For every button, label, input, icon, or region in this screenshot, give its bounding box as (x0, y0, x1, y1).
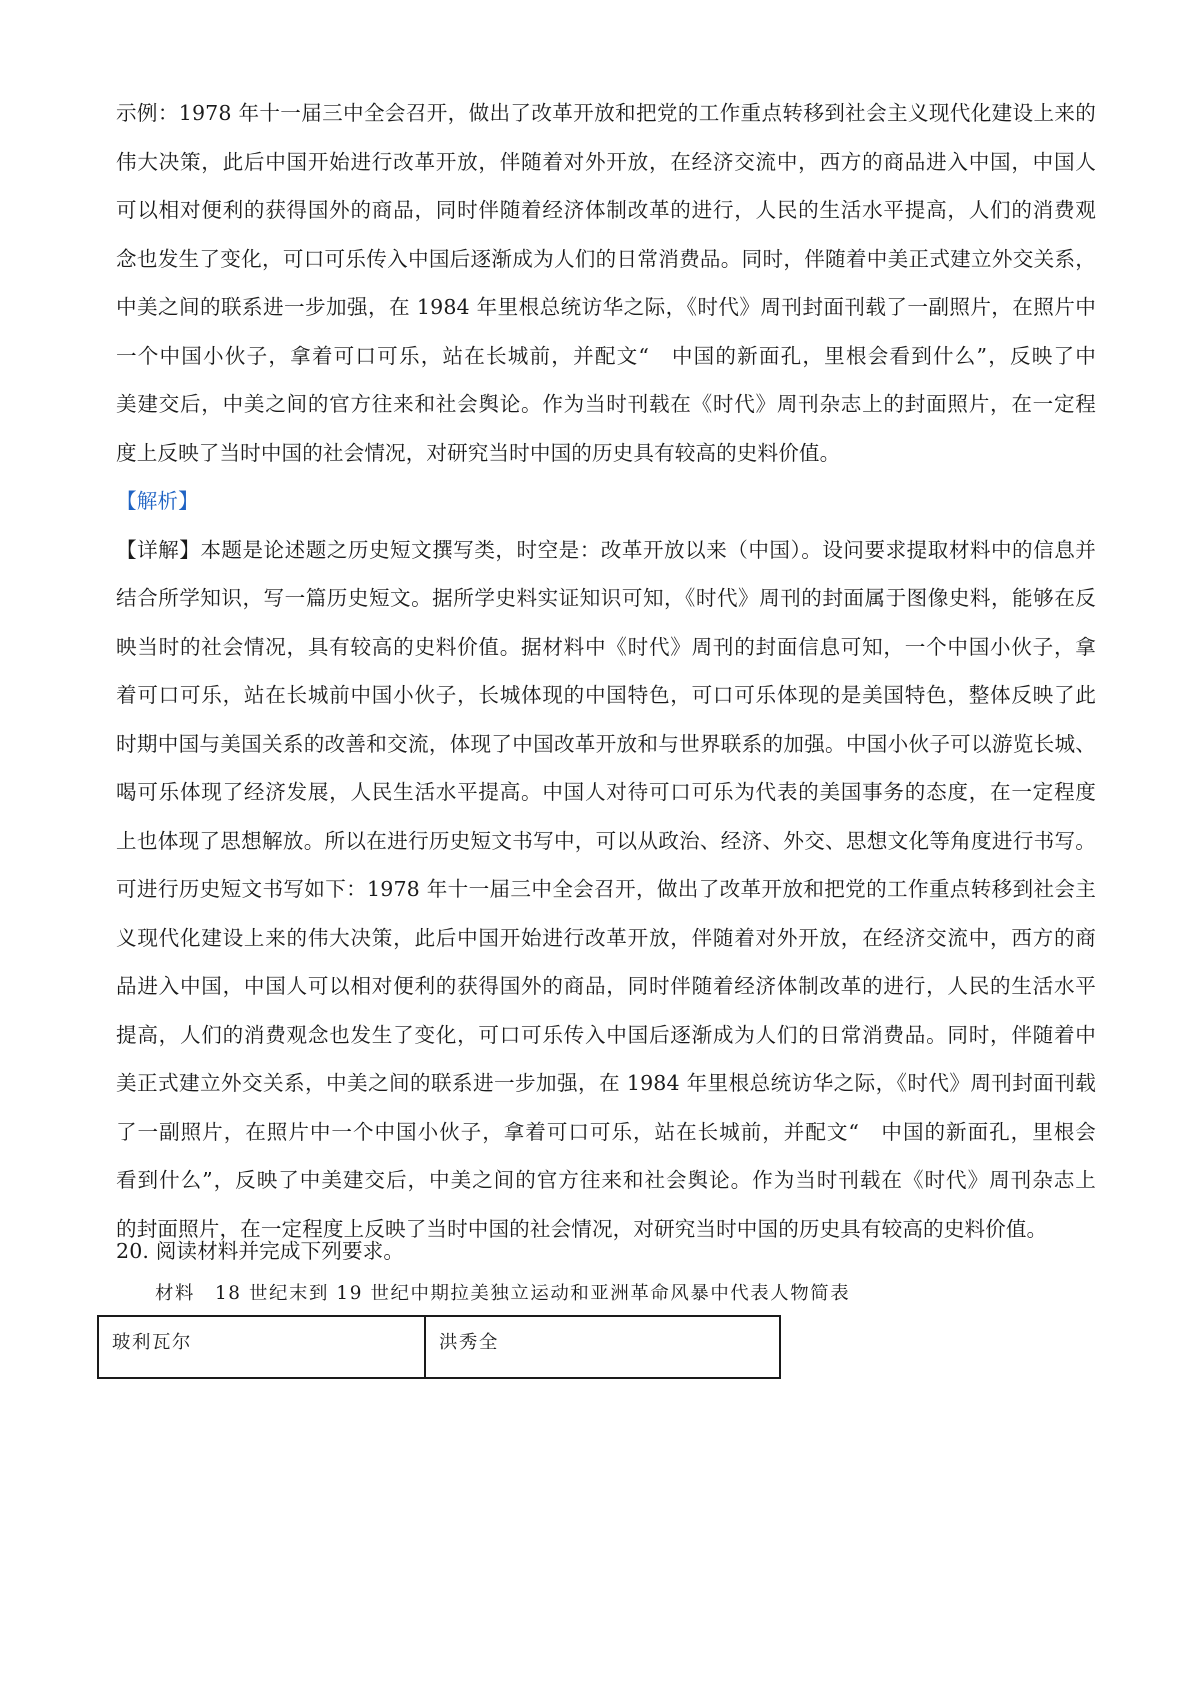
detail-line: 美正式建立外交关系，中美之间的联系进一步加强，在 1984 年里根总统访华之际，《时代》周刊封面刊载 (116, 1071, 1096, 1095)
material-table (97, 1315, 781, 1379)
detail-line: 义现代化建设上来的伟大决策，此后中国开始进行改革开放，伴随着对外开放，在经济交流中，西方的商 (116, 926, 1096, 950)
example-line: 示例：1978 年十一届三中全会召开，做出了改革开放和把党的工作重点转移到社会主义现代化建设上来的 (116, 101, 1096, 125)
detail-line: 品进入中国，中国人可以相对便利的获得国外的商品，同时伴随着经济体制改革的进行，人民的生活水平 (116, 974, 1096, 998)
example-line: 度上反映了当时中国的社会情况，对研究当时中国的历史具有较高的史料价值。 (116, 441, 841, 465)
question-title: 20. 阅读材料并完成下列要求。 (116, 1239, 405, 1263)
detail-line: 上也体现了思想解放。所以在进行历史短文书写中，可以从政治、经济、外交、思想文化等角度进行书写。 (116, 829, 1096, 853)
example-line: 美建交后，中美之间的官方往来和社会舆论。作为当时刊载在《时代》周刊杂志上的封面照片，在一定程 (116, 392, 1096, 416)
detail-line: 着可口可乐，站在长城前中国小伙子，长城体现的中国特色，可口可乐体现的是美国特色，整体反映了此 (116, 683, 1096, 707)
detail-line: 结合所学知识，写一篇历史短文。据所学史料实证知识可知，《时代》周刊的封面属于图像史料，能够在反 (116, 586, 1096, 610)
material-caption: 材料 18 世纪末到 19 世纪中期拉美独立运动和亚洲革命风暴中代表人物简表 (155, 1283, 851, 1304)
example-line: 中美之间的联系进一步加强，在 1984 年里根总统访华之际，《时代》周刊封面刊载了一副照片，在照片中 (116, 295, 1096, 319)
detail-line: 看到什么”，反映了中美建交后，中美之间的官方往来和社会舆论。作为当时刊载在《时代》周刊杂志上 (116, 1168, 1096, 1192)
detail-line: 提高，人们的消费观念也发生了变化，可口可乐传入中国后逐渐成为人们的日常消费品。同时，伴随着中 (116, 1023, 1096, 1047)
detail-line: 的封面照片，在一定程度上反映了当时中国的社会情况，对研究当时中国的历史具有较高的史料价值。 (116, 1217, 1048, 1241)
example-line: 伟大决策，此后中国开始进行改革开放，伴随着对外开放，在经济交流中，西方的商品进入中国，中国人 (116, 150, 1096, 174)
detail-line: 映当时的社会情况，具有较高的史料价值。据材料中《时代》周刊的封面信息可知，一个中国小伙子，拿 (116, 635, 1096, 659)
table-cell: 洪秀全 (439, 1332, 499, 1353)
example-line: 可以相对便利的获得国外的商品，同时伴随着经济体制改革的进行，人民的生活水平提高，人们的消费观 (116, 198, 1096, 222)
detail-line: 喝可乐体现了经济发展，人民生活水平提高。中国人对待可口可乐为代表的美国事务的态度，在一定程度 (116, 780, 1096, 804)
detail-line: 时期中国与美国关系的改善和交流，体现了中国改革开放和与世界联系的加强。中国小伙子可以游览长城、 (116, 732, 1096, 756)
analysis-label: 【解析】 (116, 489, 199, 513)
table-cell: 玻利瓦尔 (99, 1317, 426, 1377)
detail-line: 【详解】本题是论述题之历史短文撰写类，时空是：改革开放以来（中国）。设问要求提取材料中的信息并 (116, 538, 1096, 562)
detail-line: 了一副照片，在照片中一个中国小伙子，拿着可口可乐，站在长城前，并配文“ 中国的新面孔，里根会 (116, 1120, 1096, 1144)
detail-line: 可进行历史短文书写如下：1978 年十一届三中全会召开，做出了改革开放和把党的工作重点转移到社会主 (116, 877, 1096, 901)
example-line: 一个中国小伙子，拿着可口可乐，站在长城前，并配文“ 中国的新面孔，里根会看到什么”，反映了中 (116, 344, 1096, 368)
example-line: 念也发生了变化，可口可乐传入中国后逐渐成为人们的日常消费品。同时，伴随着中美正式建立外交关系， (116, 247, 1096, 271)
